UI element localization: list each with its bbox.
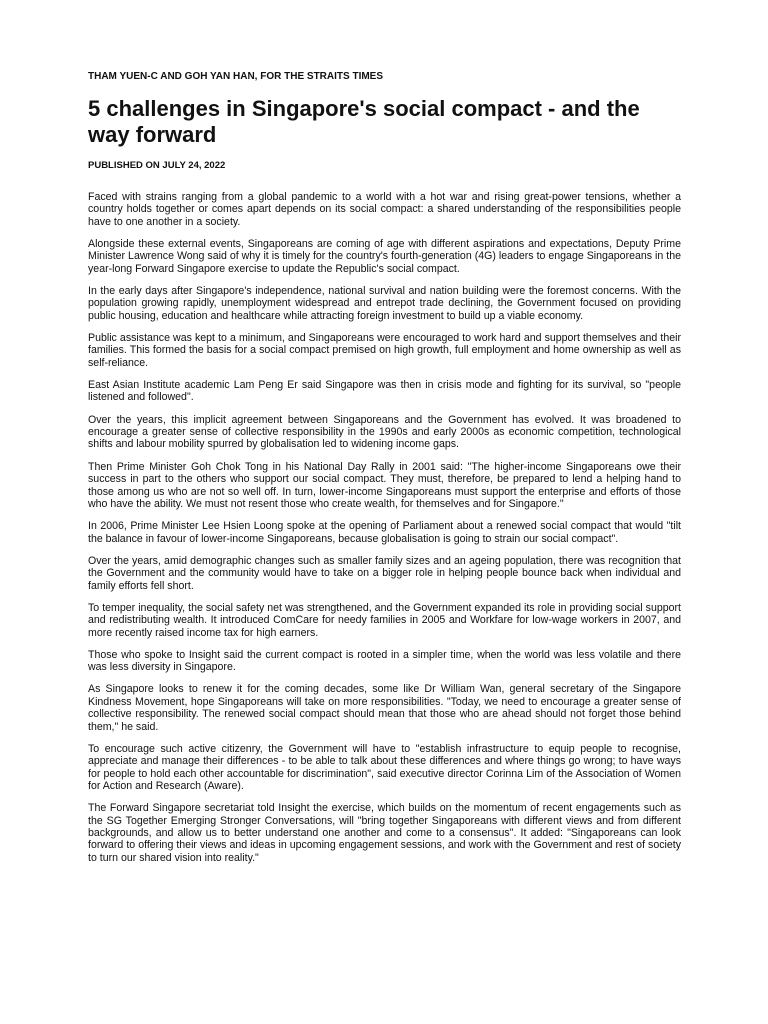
article-body xyxy=(88,191,681,864)
paragraph: To encourage such active citizenry, the Government will have to "establish infrastructure to equip people to recognise, appreciate and manage their differences - to be able to talk about these differences and where things go wrong; to have ways for people to hold each other accountable for discrimination", said executive director Corinna Lim of the Association of Women for Action and Research (Aware). xyxy=(88,742,681,792)
paragraph: Then Prime Minister Goh Chok Tong in his National Day Rally in 2001 said: "The higher-income Singaporeans owe their success in part to the others who support our social compact. They must, therefore, be prepared to lend a helping hand to those among us who are not so well off. In turn, lower-income Singaporeans must support the enterprise and efforts of those who have the ability. We must not resent those who create wealth, for themselves and for Singapore." xyxy=(88,460,681,510)
paragraph: Public assistance was kept to a minimum, and Singaporeans were encouraged to work hard and support themselves and their families. This formed the basis for a social compact premised on high growth, full employment and home ownership as well as self-reliance. xyxy=(88,332,681,369)
paragraph: Over the years, amid demographic changes such as smaller family sizes and an ageing population, there was recognition that the Government and the community would have to take on a bigger role in helping people bounce back when individual and family efforts fell short. xyxy=(88,554,681,592)
article-title: 5 challenges in Singapore's social compact - and the way forward xyxy=(88,96,640,147)
paragraph: Alongside these external events, Singaporeans are coming of age with different aspirations and expectations, Deputy Prime Minister Lawrence Wong said of why it is timely for the country's fourth-generation (4G) leaders to engage Singaporeans in the year-long Forward Singapore exercise to update the Republic's social compact. xyxy=(88,238,681,275)
published-date: PUBLISHED ON JULY 24, 2022 xyxy=(88,160,226,171)
paragraph: To temper inequality, the social safety net was strengthened, and the Government expanded its role in providing social support and redistributing wealth. It introduced ComCare for needy families in 2005 and Workfare for low-wage workers in 2007, and more recently raised income tax for high earners. xyxy=(88,601,681,639)
article xyxy=(88,70,681,874)
paragraph: Faced with strains ranging from a global pandemic to a world with a hot war and rising great-power tensions, whether a country holds together or comes apart depends on its social compact: a shared understanding of the responsibilities people have to one another in a society. xyxy=(88,191,681,228)
paragraph: In 2006, Prime Minister Lee Hsien Loong spoke at the opening of Parliament about a renewed social compact that would "tilt the balance in favour of lower-income Singaporeans, because globalisation is going to strain our social compact". xyxy=(88,520,681,545)
paragraph: Over the years, this implicit agreement between Singaporeans and the Government has evolved. It was broadened to encourage a greater sense of collective responsibility in the 1990s and early 2000s as economic competition, technological shifts and labour mobility spurred by globalisation led to widening income gaps. xyxy=(88,413,681,451)
paragraph: The Forward Singapore secretariat told Insight the exercise, which builds on the momentum of recent engagements such as the SG Together Emerging Stronger Conversations, will "bring together Singaporeans with different views and from different backgrounds, and allow us to better understand one another and come to a consensus". It added: "Singaporeans can look forward to offering their views and ideas in upcoming engagement sessions, and work with the Government and rest of society to turn our shared vision into reality." xyxy=(88,802,681,864)
paragraph: East Asian Institute academic Lam Peng Er said Singapore was then in crisis mode and fighting for its survival, so "people listened and followed". xyxy=(88,379,681,404)
paragraph: Those who spoke to Insight said the current compact is rooted in a simpler time, when the world was less volatile and there was less diversity in Singapore. xyxy=(88,648,681,674)
byline: THAM YUEN-C AND GOH YAN HAN, FOR THE STRAITS TIMES xyxy=(88,71,384,82)
paragraph: In the early days after Singapore's independence, national survival and nation building were the foremost concerns. With the population growing rapidly, unemployment widespread and entrepot trade declining, the Government focused on providing public housing, education and healthcare while attracting foreign investment to build up a viable economy. xyxy=(88,285,681,322)
paragraph: As Singapore looks to renew it for the coming decades, some like Dr William Wan, general secretary of the Singapore Kindness Movement, hope Singaporeans will take on more responsibilities. "Today, we need to encourage a greater sense of collective responsibility. The renewed social compact should mean that those who are ahead should not forget those behind them," he said. xyxy=(88,683,681,733)
